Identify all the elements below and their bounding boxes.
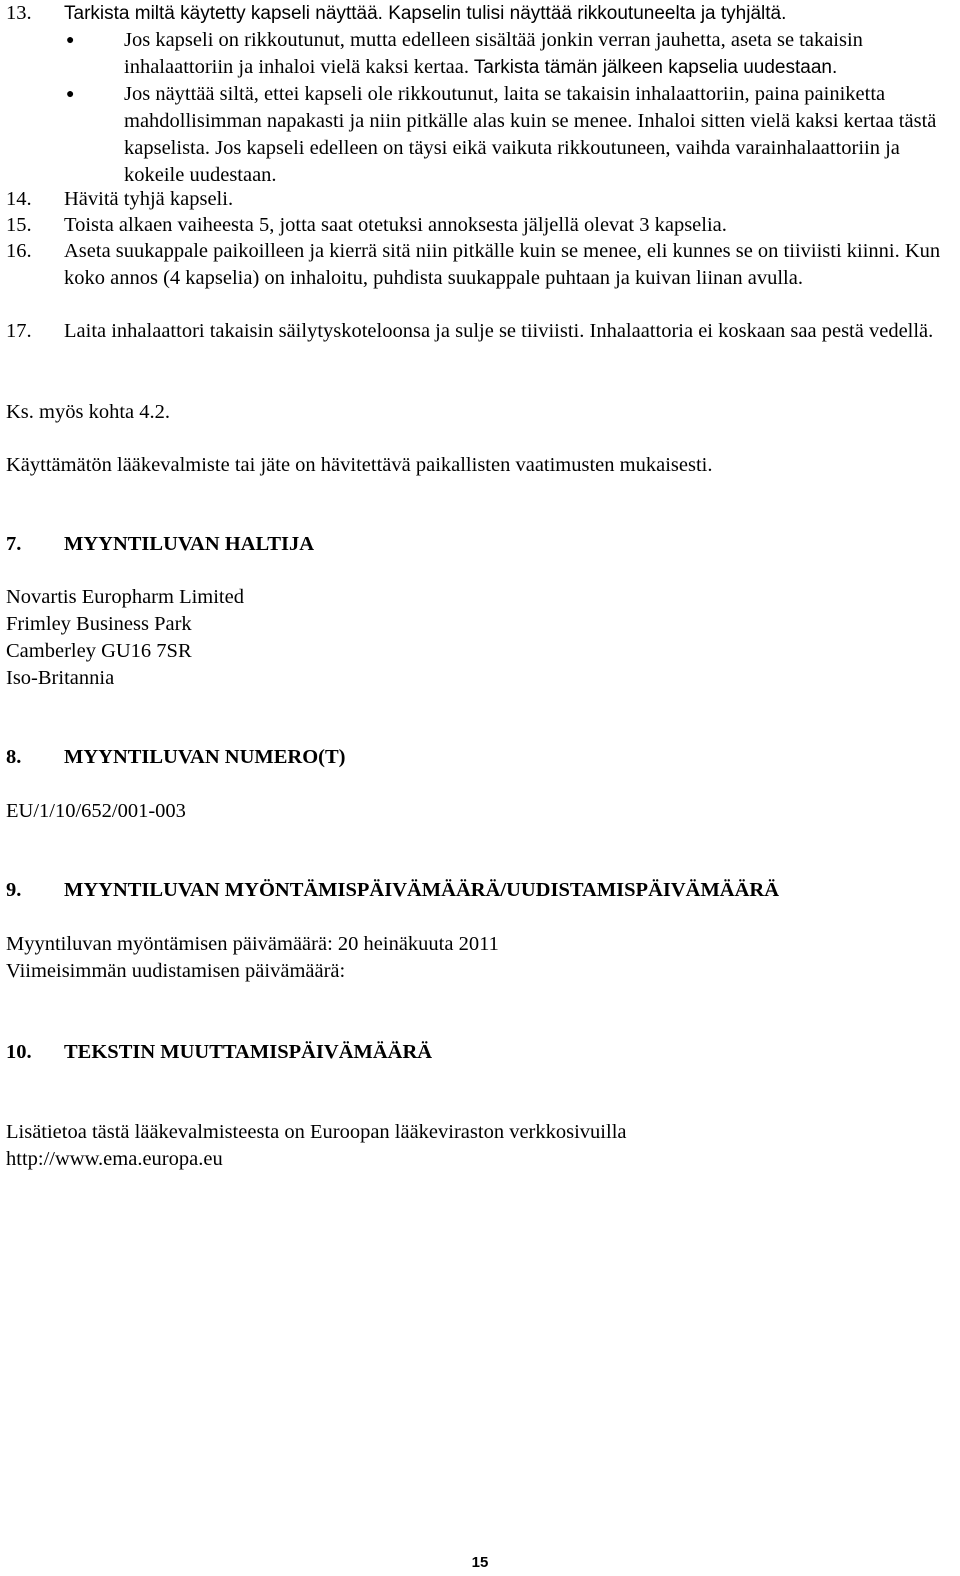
step-13 — [6, 0, 956, 27]
bullet-icon: ● — [66, 33, 75, 48]
page-number: 15 — [471, 1554, 489, 1571]
step-text: Toista alkaen vaiheesta 5, jotta saat otetuksi annoksesta jäljellä olevat 3 kapselia. — [64, 214, 727, 236]
address-line: Frimley Business Park — [6, 613, 192, 635]
section-title: MYYNTILUVAN NUMERO(T) — [64, 746, 346, 768]
section-8-heading — [6, 744, 346, 771]
bullet-text: Jos kapseli on rikkoutunut, mutta edelleen sisältää jonkin verran jauhetta, aseta se takaisin inhalaattoriin ja inhaloi vielä kaksi kertaa. — [124, 29, 863, 78]
section-number: 7. — [6, 533, 22, 555]
step-number: 16. — [6, 240, 32, 262]
bullet-text-sans: Tarkista tämän jälkeen kapselia uudestaan. — [468, 57, 838, 78]
bullet-item — [64, 81, 956, 189]
authorisation-number: EU/1/10/652/001-003 — [6, 800, 186, 822]
section-number: 8. — [6, 746, 22, 768]
section-title: TEKSTIN MUUTTAMISPÄIVÄMÄÄRÄ — [64, 1041, 433, 1063]
step-number: 14. — [6, 188, 32, 210]
step-number: 17. — [6, 320, 32, 342]
step-number: 13. — [6, 2, 32, 24]
section-number: 9. — [6, 879, 22, 901]
step-16 — [6, 238, 956, 292]
revision-info — [6, 1119, 627, 1173]
holder-address — [6, 584, 244, 692]
authorisation-dates — [6, 931, 499, 985]
section-title: MYYNTILUVAN MYÖNTÄMISPÄIVÄMÄÄRÄ/UUDISTAMISPÄIVÄMÄÄRÄ — [64, 879, 780, 901]
step-17 — [6, 318, 956, 345]
first-authorisation-date: Myyntiluvan myöntämisen päivämäärä: 20 heinäkuuta 2011 — [6, 933, 499, 955]
step-text: Aseta suukappale paikoilleen ja kierrä sitä niin pitkälle kuin se menee, eli kunnes se on tiiviisti kiinni. Kun koko annos (4 kapselia) on inhaloitu, puhdista suukappale puhtaan ja kuivan liinan avulla. — [64, 240, 941, 289]
disposal-text: Käyttämätön lääkevalmiste tai jäte on hävitettävä paikallisten vaatimusten mukaisesti. — [6, 454, 713, 476]
address-line: Iso-Britannia — [6, 667, 115, 689]
section-number: 10. — [6, 1041, 32, 1063]
see-also-text: Ks. myös kohta 4.2. — [6, 401, 170, 423]
step-text: Hävitä tyhjä kapseli. — [64, 188, 234, 210]
bullet-text-continued: Inhaloi sitten vielä kaksi kertaa tästä kapselista. Jos kapseli edelleen on täysi eikä vaikuta rikkoutuneen, vaihda varainhalaattoriin ja kokeile uudestaan. — [124, 110, 937, 186]
step-text: Laita inhalaattori takaisin säilytyskoteloonsa ja sulje se tiiviisti. Inhalaattoria ei koskaan saa pestä vedellä. — [64, 320, 934, 342]
step-13-bullets — [64, 27, 956, 189]
section-10-heading — [6, 1039, 432, 1066]
bullet-item — [64, 27, 956, 81]
address-line: Camberley GU16 7SR — [6, 640, 192, 662]
step-number: 15. — [6, 214, 32, 236]
address-line: Novartis Europharm Limited — [6, 586, 244, 608]
bullet-text: Jos näyttää siltä, ettei kapseli ole rikkoutunut, laita se takaisin inhalaattoriin, paina painiketta mahdollisimman napakasti ja niin pitkälle alas kuin se menee. — [124, 83, 886, 132]
section-9-heading — [6, 877, 779, 904]
section-title: MYYNTILUVAN HALTIJA — [64, 533, 315, 555]
info-text: Lisätietoa tästä lääkevalmisteesta on Euroopan lääkeviraston verkkosivuilla — [6, 1121, 627, 1143]
step-14 — [6, 186, 956, 213]
ema-link[interactable]: http://www.ema.europa.eu — [6, 1148, 223, 1170]
section-7-heading — [6, 531, 314, 558]
step-15 — [6, 212, 956, 239]
step-text: Tarkista miltä käytetty kapseli näyttää. Kapselin tulisi näyttää rikkoutuneelta ja tyhjältä. — [64, 3, 787, 24]
bullet-icon: ● — [66, 87, 75, 102]
renewal-date: Viimeisimmän uudistamisen päivämäärä: — [6, 960, 346, 982]
